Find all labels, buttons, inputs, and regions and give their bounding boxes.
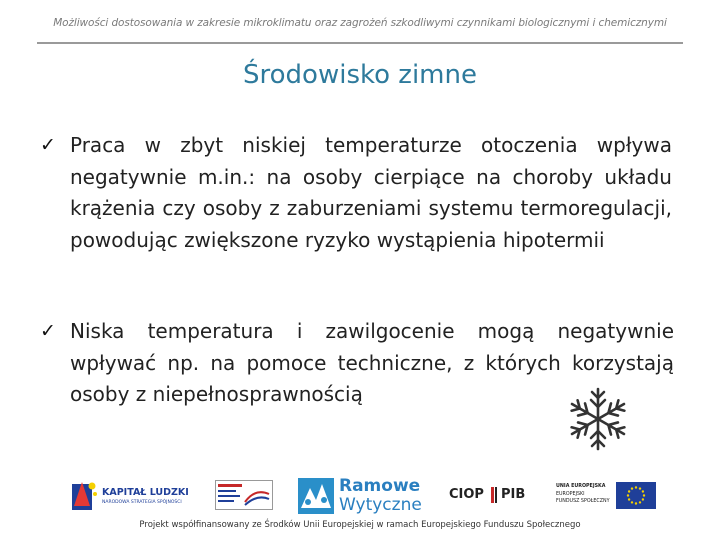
footer-funding-note: Projekt współfinansowany ze Środków Unii Europejskiej w ramach Europejskiego Funduszu Społecznego xyxy=(139,520,581,530)
ministry-logo xyxy=(215,480,273,510)
eu-flag-icon xyxy=(616,482,656,509)
eu-logo xyxy=(556,482,661,512)
ciop-pib-separator xyxy=(489,487,499,503)
ramowe-title: Ramowe xyxy=(339,476,421,496)
eu-fund-label-1: EUROPEJSKI xyxy=(556,492,585,497)
header-divider xyxy=(37,42,683,44)
checkmark-icon: ✓ xyxy=(40,134,56,156)
sponsor-logos xyxy=(0,470,720,520)
kapital-ludzki-emblem xyxy=(70,478,98,512)
ramowe-wytyczne-logo xyxy=(298,476,428,516)
bullet-text: Praca w zbyt niskiej temperaturze otoczenia wpływa negatywnie m.in.: na osoby cierpiące na choroby układu krążenia czy osoby z zaburzeniami systemu termoregulacji, powodując zwiększone ryzyko wystąpienia hipotermii xyxy=(70,133,672,252)
eu-label: UNIA EUROPEJSKA xyxy=(556,484,606,489)
ciop-pib-logo xyxy=(449,487,539,505)
kapital-ludzki-logo xyxy=(70,478,190,514)
kapital-ludzki-title: KAPITAŁ LUDZKI xyxy=(102,487,189,498)
checkmark-icon: ✓ xyxy=(40,320,56,342)
snowflake-icon xyxy=(563,384,633,454)
ciop-label: CIOP xyxy=(449,487,484,502)
pib-label: PIB xyxy=(501,487,526,502)
slide-header: Możliwości dostosowania w zakresie mikroklimatu oraz zagrożeń szkodliwymi czynnikami biologicznymi i chemicznymi xyxy=(53,17,667,29)
bullet-item xyxy=(40,130,672,256)
bullet-text: Niska temperatura i zawilgocenie mogą negatywnie wpływać np. na pomoce techniczne, z których korzystają osoby z niepełnosprawnością xyxy=(70,319,674,406)
eu-fund-label-2: FUNDUSZ SPOŁECZNY xyxy=(556,499,610,504)
slide-title: Środowisko zimne xyxy=(243,60,477,90)
ramowe-wytyczne-emblem xyxy=(298,478,334,514)
kapital-ludzki-subtitle: NARODOWA STRATEGIA SPÓJNOŚCI xyxy=(102,500,182,505)
wytyczne-title: Wytyczne xyxy=(339,495,422,515)
